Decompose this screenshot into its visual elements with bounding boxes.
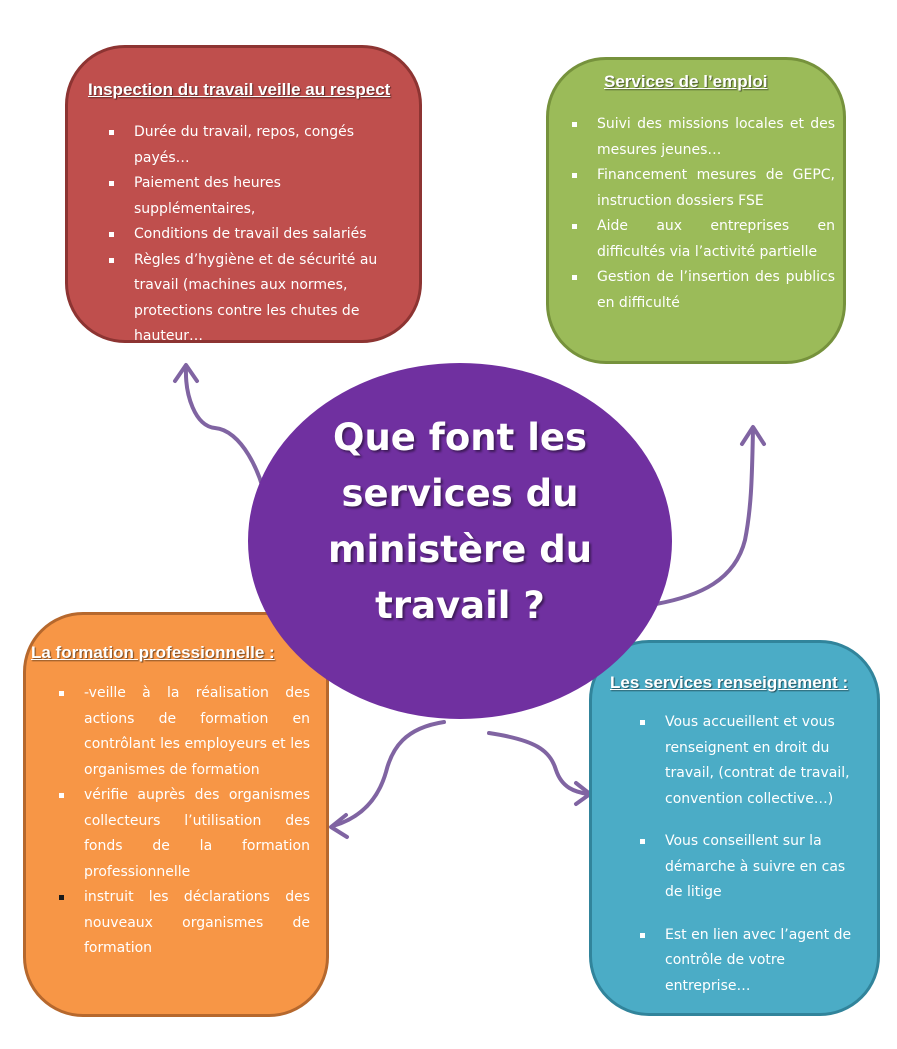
bullet-icon (572, 173, 577, 178)
formation-item-3: instruit les déclarations des nouveaux organismes de formation (84, 889, 310, 956)
center-title-line-4: travail ? (375, 584, 545, 627)
list-item (639, 829, 867, 906)
list-item (639, 710, 867, 812)
list-item (108, 248, 400, 350)
inspection-list (108, 120, 400, 350)
formation-title: La formation professionnelle : (31, 643, 275, 662)
list-item (58, 681, 310, 783)
bullet-icon (59, 895, 64, 900)
emploi-item-3: Aide aux entreprises en difficultés via l’activité partielle (597, 218, 835, 260)
renseignement-title: Les services renseignement : (610, 673, 849, 692)
emploi-item-4: Gestion de l’insertion des publics en difficulté (597, 269, 835, 311)
box-inspection (65, 45, 422, 343)
inspection-item-3: Conditions de travail des salariés (134, 226, 367, 242)
box-renseignement (589, 640, 880, 1016)
inspection-item-4: Règles d’hygiène et de sécurité au travail (machines aux normes, protections contre les chutes de hauteur… (134, 251, 378, 344)
inspection-item-1: Durée du travail, repos, congés payés… (134, 124, 354, 166)
arrow-to-formation (333, 722, 444, 826)
bullet-icon (109, 232, 114, 237)
bullet-icon (572, 275, 577, 280)
renseignement-item-2: Vous conseillent sur la démarche à suivre en cas de litige (665, 833, 846, 900)
inspection-item-2: Paiement des heures supplémentaires, (134, 175, 281, 217)
bullet-icon (572, 122, 577, 127)
bullet-icon (109, 181, 114, 186)
bullet-icon (640, 933, 645, 938)
renseignement-item-1: Vous accueillent et vous renseignent en droit du travail, (contrat de travail, convention collective…) (665, 714, 850, 807)
bullet-icon (109, 258, 114, 263)
emploi-title: Services de l’emploi (604, 72, 768, 91)
center-title-line-2: services du (341, 472, 579, 515)
box-emploi (546, 57, 846, 364)
box-formation (23, 612, 329, 1017)
list-item (108, 171, 400, 222)
list-item (108, 222, 400, 248)
center-title (248, 410, 672, 634)
bullet-icon (59, 793, 64, 798)
inspection-title: Inspection du travail veille au respect (88, 80, 391, 99)
list-item (58, 783, 310, 885)
formation-item-2: vérifie auprès des organismes collecteurs l’utilisation des fonds de la formation professionnelle (84, 787, 310, 880)
formation-item-1: -veille à la réalisation des actions de formation en contrôlant les employeurs et les organismes de formation (84, 685, 310, 778)
bullet-icon (572, 224, 577, 229)
renseignement-list (639, 710, 867, 1016)
bullet-icon (109, 130, 114, 135)
center-title-line-3: ministère du (327, 528, 593, 571)
list-item (108, 120, 400, 171)
center-title-line-1: Que font les (333, 416, 587, 459)
arrow-to-renseignement (489, 733, 588, 794)
list-item (58, 885, 310, 962)
bullet-icon (640, 839, 645, 844)
emploi-item-2: Financement mesures de GEPC, instruction dossiers FSE (597, 167, 835, 209)
bullet-icon (59, 691, 64, 696)
list-item (571, 112, 835, 163)
list-item (571, 214, 835, 265)
list-item (571, 265, 835, 316)
list-item (571, 163, 835, 214)
renseignement-item-3: Est en lien avec l’agent de contrôle de votre entreprise… (665, 926, 852, 994)
bullet-icon (640, 720, 645, 725)
emploi-item-1: Suivi des missions locales et des mesures jeunes… (597, 116, 835, 158)
emploi-list (571, 112, 835, 316)
list-item (639, 923, 867, 1000)
formation-list (58, 681, 310, 962)
